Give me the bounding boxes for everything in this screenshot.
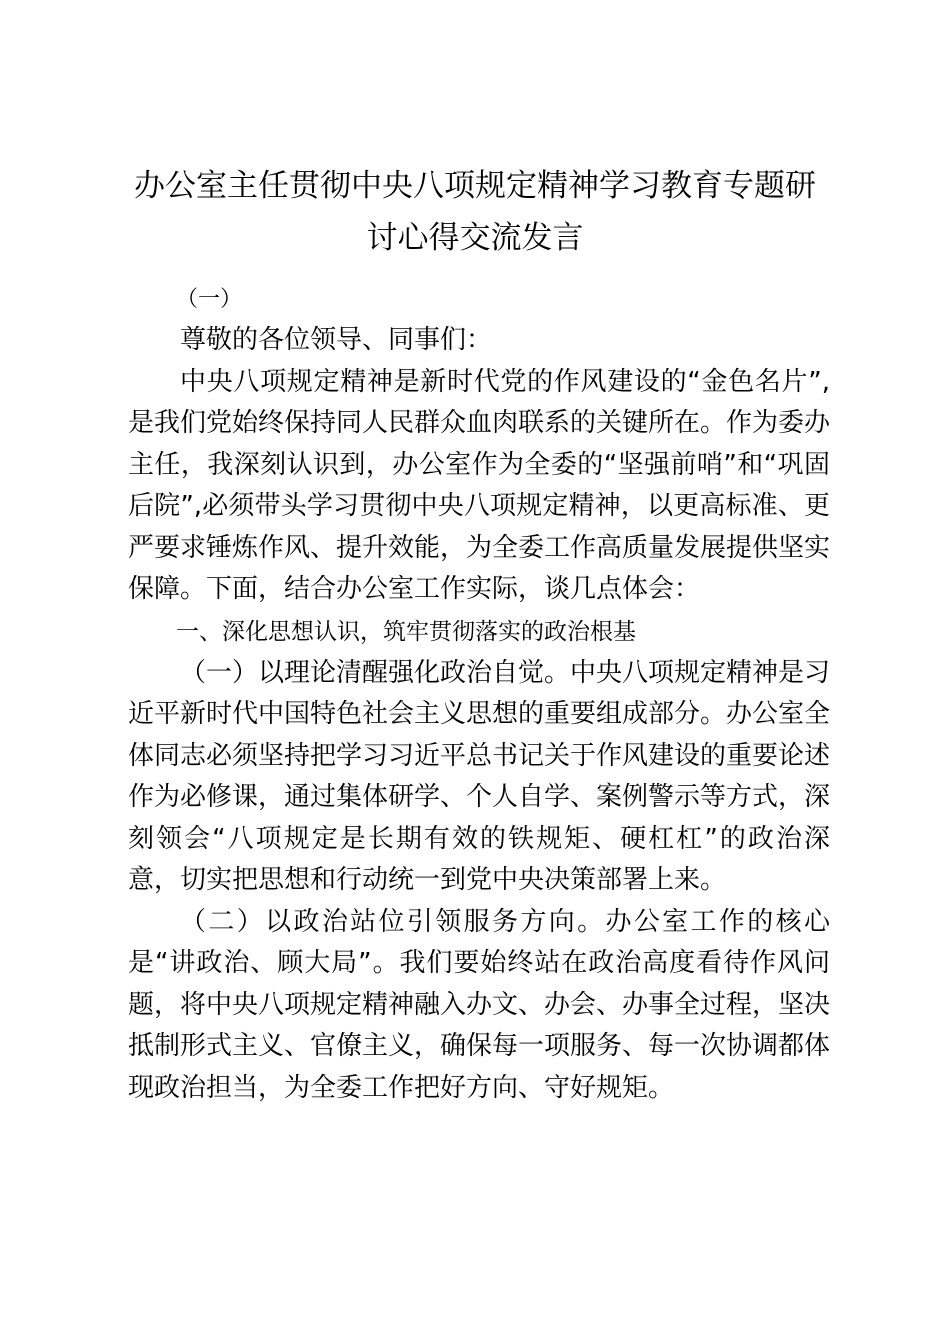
section-marker: （一） (176, 287, 243, 312)
intro-paragraph: 中央八项规定精神是新时代党的作风建设的“金色名片”,是我们党始终保持同人民群众血肉联系的关键所在。作为委办主任，我深刻认识到，办公室作为全委的“坚强前哨”和“巩固后院”,必须带头学习贯彻中央八项规定精神，以更高标准、更严要求锤炼作风、提升效能，为全委工作高质量发展提供坚实保障。下面，结合办公室工作实际，谈几点体会： (128, 366, 831, 604)
greeting: 尊敬的各位领导、同事们： (180, 325, 493, 355)
section-heading-1: 一、深化思想认识，筑牢贯彻落实的政治根基 (176, 618, 636, 645)
document-title: 办公室主任贯彻中央八项规定精神学习教育专题研讨心得交流发言 (134, 168, 816, 256)
point-1-paragraph: （一）以理论清醒强化政治自觉。中央八项规定精神是习近平新时代中国特色社会主义思想的重要组成部分。办公室全体同志必须坚持把学习习近平总书记关于作风建设的重要论述作为必修课，通过集体研学、个人自学、案例警示等方式，深刻领会“八项规定是长期有效的铁规矩、硬杠杠”的政治深意，切实把思想和行动统一到党中央决策部署上来。 (128, 657, 831, 895)
document-body (128, 280, 830, 1109)
point-2-paragraph: （二）以政治站位引领服务方向。办公室工作的核心是“讲政治、顾大局”。我们要始终站在政治高度看待作风问题，将中央八项规定精神融入办文、办会、办事全过程，坚决抵制形式主义、官僚主义，确保每一项服务、每一次协调都体现政治担当，为全委工作把好方向、守好规矩。 (128, 906, 831, 1103)
